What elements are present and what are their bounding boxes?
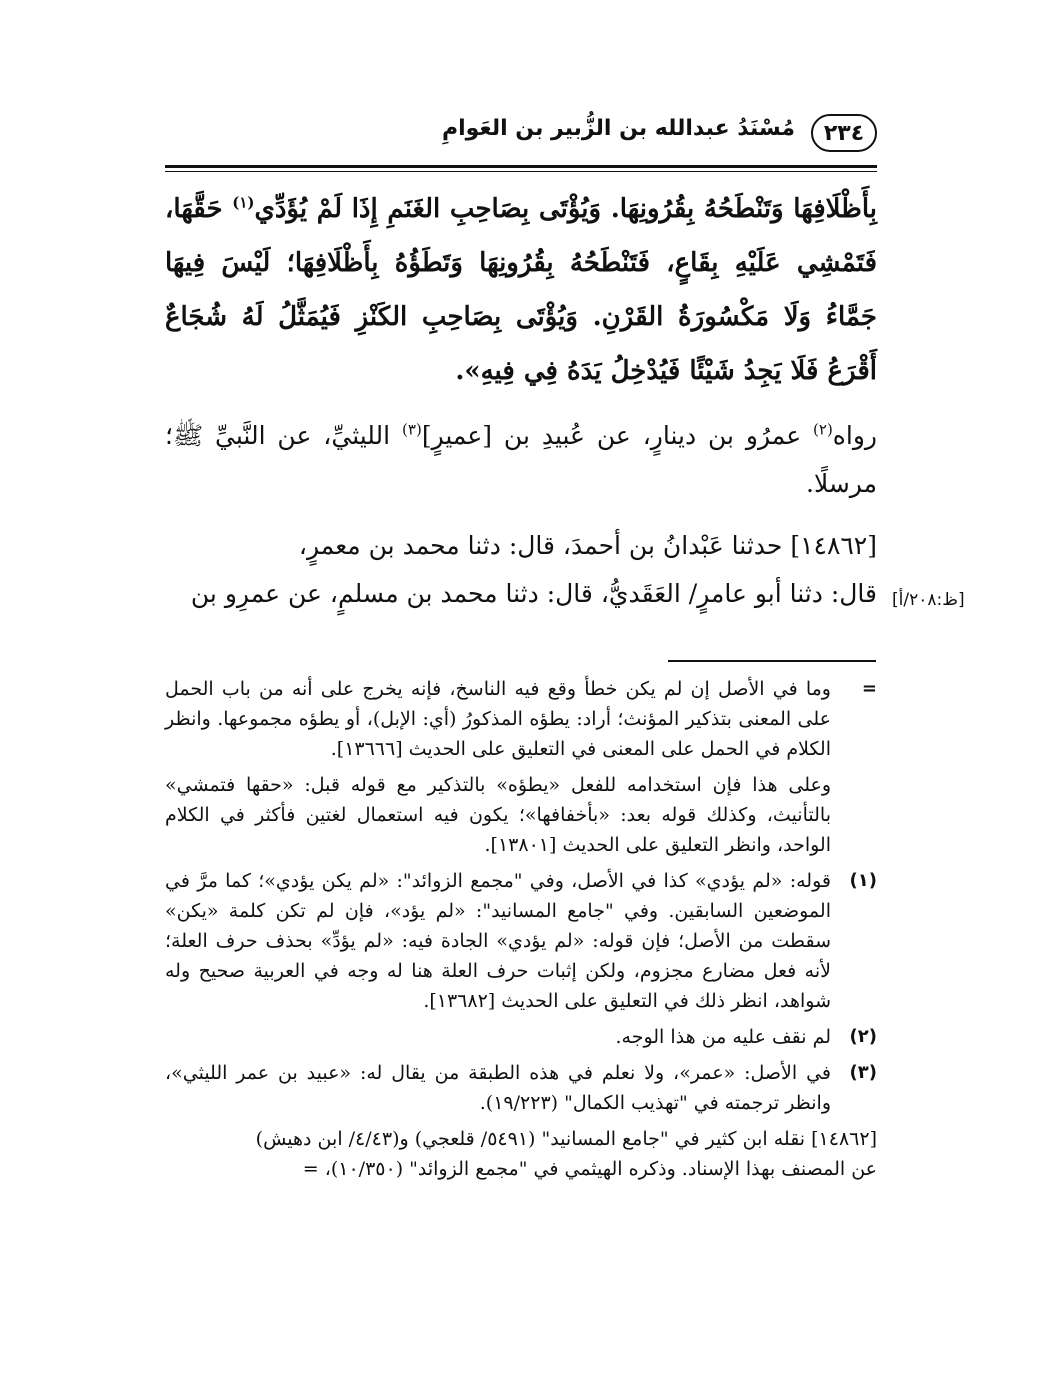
hadith-text — [165, 182, 877, 398]
continuation-marker: = — [861, 678, 877, 699]
header-rule-thin — [165, 171, 877, 172]
footnote-text: وما في الأصل إن لم يكن خطأ وقع فيه الناسخ، فإنه يخرج على أنه من باب الحمل على المعنى بتذكير المؤنث؛ أراد: يطؤه المذكورُ (أي: الإبل)، أو يطؤه مجموعها. وانظر الكلام في الحمل على المعنى في التعليق على الحديث [١٣٦٦٦]. — [165, 678, 831, 760]
header-rule-thick — [165, 165, 877, 168]
footnote-text: في الأصل: «عمر»، ولا نعلم في هذه الطبقة من يقال له: «عبيد بن عمر الليثي»، وانظر ترجمته في "تهذيب الكمال" (١٩/٢٢٣). — [165, 1062, 831, 1114]
footnote-text: وعلى هذا فإن استخدامه للفعل «يطؤه» بالتذكير مع قوله قبل: «حقها فتمشي» بالتأنيث، وكذلك قوله بعد: «بأخفافها»؛ يكون فيه استعمال لغتين فأكثر في الكلام الواحد، وانظر التعليق على الحديث [١٣٨٠١]. — [165, 774, 831, 856]
footnote-item — [165, 866, 877, 1016]
main-text — [165, 182, 877, 618]
footnote-continuation-paragraph — [165, 770, 877, 860]
footnote-text: لم نقف عليه من هذا الوجه. — [615, 1026, 831, 1048]
riwaya-text-part: رواه — [832, 421, 877, 450]
footnote-ref-2[interactable]: (٢) — [813, 420, 833, 439]
footnote-separator — [668, 660, 876, 662]
manuscript-folio-note: [ظ:٢٠٨/أ] — [892, 590, 965, 610]
hadith-text-part: حَقَّهَا، فَتَمْشِي عَلَيْهِ بِقَاعٍ، فَتَنْطَحُهُ بِقُرُونِهَا وَتَطَؤُهُ بِأَظْلَافِهَا؛ لَيْسَ فِيهَا جَمَّاءُ وَلَا مَكْسُورَةُ القَرْنِ. وَيُؤْتَى بِصَاحِبِ الكَنْزِ فَيُمَثَّلُ لَهُ شُجَاعٌ أَقْرَعُ فَلَا يَجِدُ شَيْئًا فَيُدْخِلُ يَدَهُ فِي فِيهِ». — [165, 194, 877, 386]
related-note-line: [١٤٨٦٢] نقله ابن كثير في "جامع المسانيد" (٥٤٩١/ قلعجي) و(٤/٤٣/ ابن دهيش) — [255, 1128, 877, 1150]
footnote-continuation — [165, 674, 877, 764]
riwaya-paragraph — [165, 412, 877, 508]
footnote-ref-3[interactable]: (٣) — [402, 420, 422, 439]
running-title: مُسْنَدُ عبدالله بن الزُّبير بن العَوامِ — [441, 116, 795, 141]
related-hadith-note — [165, 1124, 877, 1184]
isnad-line: قال: دثنا أبو عامرٍ/ العَقَديُّ، قال: دثنا محمد بن مسلمٍ، عن عمرِو بن — [190, 579, 877, 608]
related-note-line: عن المصنف بهذا الإسناد. وذكره الهيثمي في "مجمع الزوائد" (١٠/٣٥٠)، = — [302, 1158, 877, 1180]
footnote-item — [165, 1022, 877, 1052]
riwaya-text-part: عمرُو بن دينارٍ، عن عُبيدِ بن [عميرٍ] — [421, 421, 814, 450]
isnad-paragraph — [165, 522, 877, 618]
footnote-ref-1[interactable]: (١) — [232, 193, 255, 212]
hadith-text-part: بِأَظْلَافِهَا وَتَنْطَحُهُ بِقُرُونِهَا. وَيُؤْتَى بِصَاحِبِ الغَنَمِ إِذَا لَمْ يُؤَدِّي — [254, 194, 877, 224]
footnote-marker: (٢) — [849, 1026, 877, 1047]
footnote-item — [165, 1058, 877, 1118]
page-number: ٢٣٤ — [811, 114, 877, 152]
isnad-line: [١٤٨٦٢] حدثنا عَبْدانُ بن أحمدَ، قال: دثنا محمد بن معمرٍ، — [298, 531, 877, 560]
footnotes — [165, 674, 877, 1184]
footnote-marker: (١) — [849, 870, 877, 891]
riwaya-text-part: الليثيِّ، عن النَّبيِّ ﷺ؛ مرسلًا. — [165, 421, 877, 498]
footnote-text: قوله: «لم يؤدي» كذا في الأصل، وفي "مجمع الزوائد": «لم يكن يؤدي»؛ كما مرَّ في الموضعين السابقين. وفي "جامع المسانيد": «لم يؤد»، فإن لم تكن كلمة «يكن» سقطت من الأصل؛ فإن قوله: «لم يؤدي» الجادة فيه: «لم يؤدِّ» بحذف حرف العلة؛ لأنه فعل مضارع مجزوم، ولكن إثبات حرف العلة هنا له وجه في العربية صحيح وله شواهد، انظر ذلك في التعليق على الحديث [١٣٦٨٢]. — [165, 870, 831, 1012]
page-header — [165, 110, 877, 156]
footnote-marker: (٣) — [849, 1062, 877, 1083]
